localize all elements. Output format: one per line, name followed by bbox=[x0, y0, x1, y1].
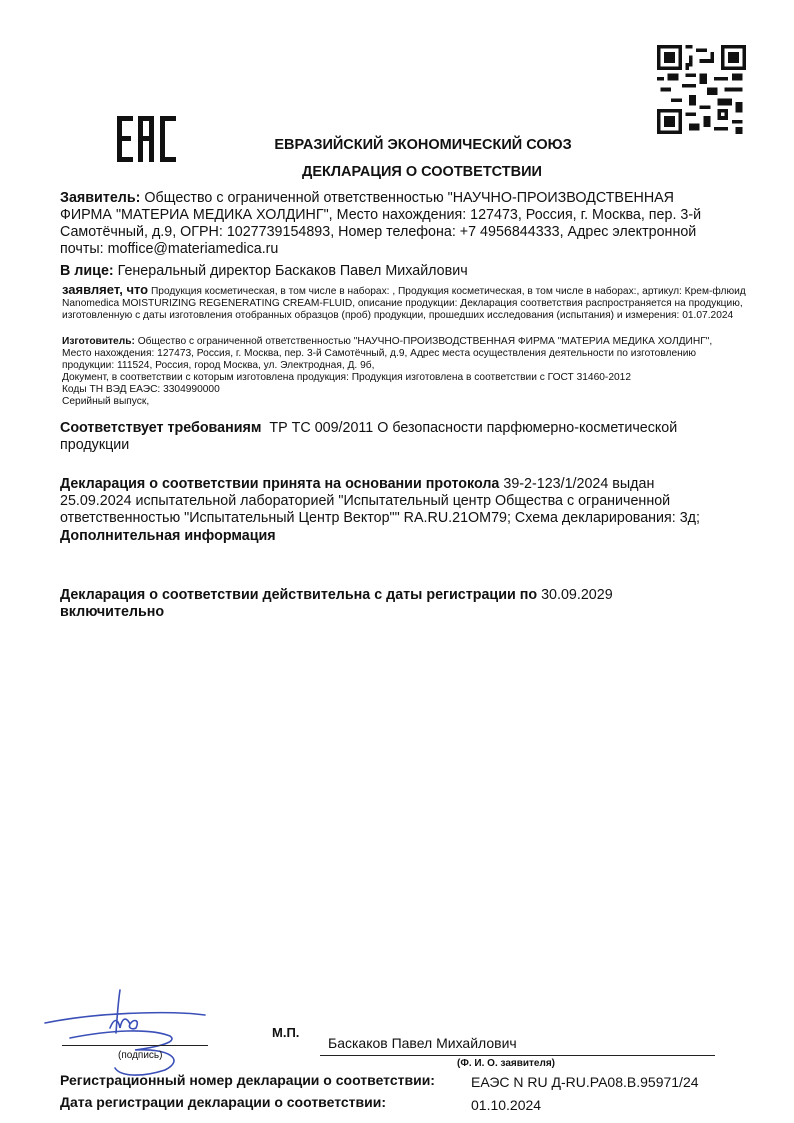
additional-info-heading: Дополнительная информация bbox=[60, 528, 276, 544]
applicant-label: Заявитель: bbox=[60, 190, 141, 206]
basis-section bbox=[60, 476, 720, 527]
registration-number: ЕАЭС N RU Д-RU.PA08.B.95971/24 bbox=[471, 1074, 699, 1090]
basis-label: Декларация о соответствии принята на основании протокола bbox=[60, 476, 500, 492]
document-title: ДЕКЛАРАЦИЯ О СООТВЕТСТВИИ bbox=[302, 164, 542, 180]
applicant-text: Общество с ограниченной ответственностью "НАУЧНО-ПРОИЗВОДСТВЕННАЯ ФИРМА "МАТЕРИА МЕДИКА ХОЛДИНГ", Место нахождения: 127473, Россия, г. Москва, пер. 3-й Самотёчный, д.9, ОГРН: 1027739154893, Номер телефона: +7 4956844333, Адрес электронной почты: moffice@materiamedica.ru bbox=[60, 190, 702, 257]
handwritten-signature bbox=[40, 988, 220, 1078]
signature-caption: (подпись) bbox=[118, 1050, 163, 1061]
declares-text: Продукция косметическая, в том числе в наборах: , Продукция косметическая, в том числе в наборах:, артикул: Крем-флюид Nanomedica MOISTURIZING REGENERATING CREAM-FLUID, описание продукции: Декларация соответствия распространяется на продукцию, изготовленную с даты изготовления отобранных образцов (проб) продукции, прошедших исследования (испытания) и измерения: 01.07.2024 bbox=[62, 286, 746, 321]
basis-text: 39-2-123/1/2024 выдан 25.09.2024 испытательной лабораторией "Испытательный центр Общества с ограниченной ответственностью "Испытательный Центр Вектор"" RA.RU.21ОМ79; Схема декларирования: 3д; bbox=[60, 476, 700, 526]
stamp-label: М.П. bbox=[272, 1025, 300, 1040]
manufacturer-text: Общество с ограниченной ответственностью "НАУЧНО-ПРОИЗВОДСТВЕННАЯ ФИРМА "МАТЕРИА МЕДИКА ХОЛДИНГ", Место нахождения: 127473, Россия, г. Москва, пер. 3-й Самотёчный, д.9, Адрес места осуществления деятельности по изготовлению продукции: 111524, Россия, город Москва, ул. Электродная, Д. 9б, bbox=[62, 336, 713, 371]
declares-label: заявляет, что bbox=[62, 282, 149, 297]
registration-date-label: Дата регистрации декларации о соответствии: bbox=[60, 1094, 386, 1110]
manufacturer-section bbox=[62, 336, 717, 408]
manufacturer-label: Изготовитель: bbox=[62, 336, 135, 347]
signature-line bbox=[62, 1045, 208, 1046]
name-line bbox=[320, 1055, 715, 1056]
declares-section bbox=[62, 284, 747, 322]
requirements-section bbox=[60, 420, 710, 454]
validity-suffix: включительно bbox=[60, 604, 165, 620]
requirements-text: ТР ТС 009/2011 О безопасности парфюмерно-косметической продукции bbox=[60, 420, 678, 453]
requirements-label: Соответствует требованиям bbox=[60, 420, 262, 436]
name-caption: (Ф. И. О. заявителя) bbox=[457, 1058, 556, 1069]
validity-section bbox=[60, 587, 700, 621]
serial-line: Серийный выпуск, bbox=[62, 396, 150, 407]
represented-section bbox=[60, 263, 720, 280]
represented-text: Генеральный директор Баскаков Павел Михайлович bbox=[117, 263, 468, 279]
registration-number-label: Регистрационный номер декларации о соответствии: bbox=[60, 1072, 435, 1088]
validity-label: Декларация о соответствии действительна с даты регистрации по bbox=[60, 587, 538, 603]
registration-date: 01.10.2024 bbox=[471, 1097, 542, 1113]
union-name: ЕВРАЗИЙСКИЙ ЭКОНОМИЧЕСКИЙ СОЮЗ bbox=[274, 137, 572, 153]
applicant-section bbox=[60, 190, 720, 258]
applicant-name: Баскаков Павел Михайлович bbox=[328, 1035, 517, 1051]
validity-date: 30.09.2029 bbox=[541, 587, 613, 603]
represented-label: В лице: bbox=[60, 263, 114, 279]
document-line: Документ, в соответствии с которым изготовлена продукция: Продукция изготовлена в соответствии с ГОСТ 31460-2012 bbox=[62, 372, 631, 383]
qr-code bbox=[657, 45, 746, 134]
codes-line: Коды ТН ВЭД ЕАЭС: 3304990000 bbox=[62, 384, 220, 395]
